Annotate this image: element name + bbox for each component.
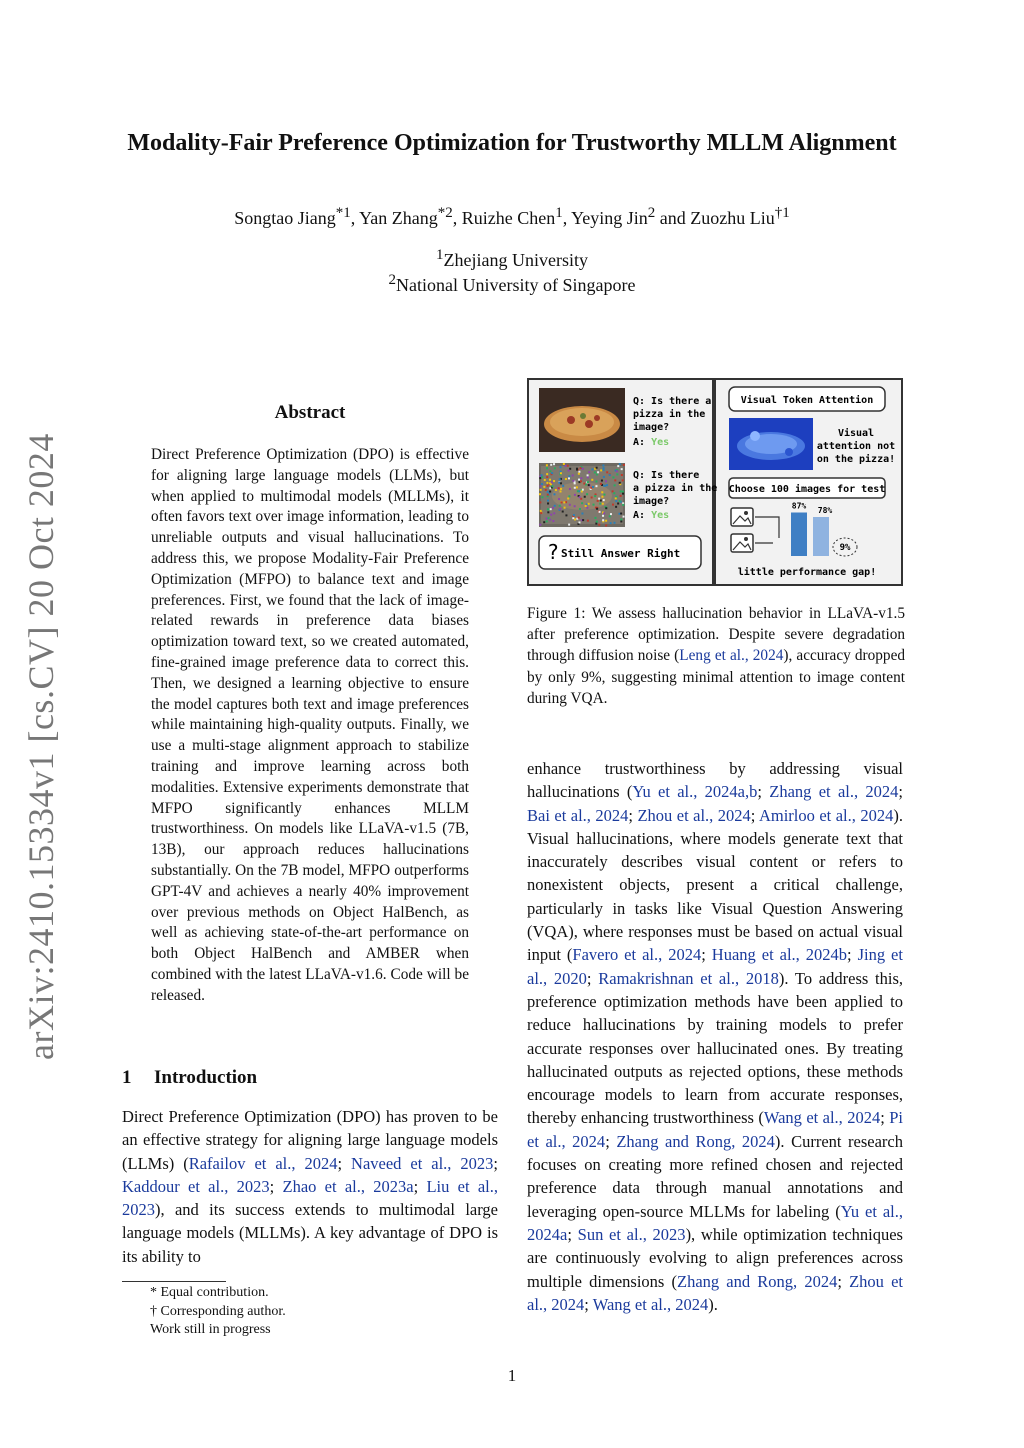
noise-pixel: [547, 500, 549, 502]
author-name: Ruizhe Chen: [461, 208, 556, 228]
noise-pixel: [586, 507, 588, 509]
footnote-rule: [122, 1281, 226, 1282]
noise-pixel: [583, 483, 585, 485]
affiliation-1: [0, 247, 1024, 271]
question-mark-icon: ?: [547, 540, 560, 564]
noise-pixel: [553, 463, 555, 465]
noise-pixel: [597, 500, 599, 502]
noise-pixel: [549, 482, 551, 484]
noise-pixel: [615, 497, 617, 499]
noise-pixel: [587, 520, 589, 522]
pizza-image: [539, 388, 625, 452]
noise-pixel: [559, 490, 561, 492]
citation-link[interactable]: Yu et al., 2024a,b: [632, 782, 758, 802]
noise-pixel: [574, 505, 576, 507]
citation-link[interactable]: Zhao et al., 2023a: [282, 1176, 414, 1196]
noise-pixel: [547, 511, 549, 513]
noise-pixel: [547, 485, 549, 487]
noise-pixel: [560, 482, 562, 484]
noise-pixel: [541, 476, 543, 478]
citation-link[interactable]: Liu et al., 2023: [122, 1176, 498, 1220]
paper-title: Modality-Fair Preference Optimization for Trustworthy MLLM Alignment: [127, 130, 897, 156]
noise-pixel: [555, 489, 557, 491]
noise-pixel: [546, 517, 548, 519]
noise-pixel: [595, 523, 597, 525]
noise-pixel: [609, 515, 611, 517]
noise-pixel: [578, 490, 580, 492]
noise-pixel: [605, 520, 607, 522]
noise-pixel: [569, 504, 571, 506]
noise-pixel: [547, 491, 549, 493]
question-2-line-3: image?: [633, 496, 670, 507]
affiliation-name: Zhejiang University: [443, 250, 588, 270]
noise-pixel: [550, 464, 552, 466]
noise-pixel: [562, 511, 564, 513]
noise-pixel: [598, 524, 600, 526]
noise-pixel: [541, 483, 543, 485]
noise-pixel: [612, 490, 614, 492]
noise-pixel: [580, 480, 582, 482]
noise-pixel: [539, 524, 541, 526]
noise-pixel: [600, 499, 602, 501]
noise-pixel: [576, 486, 578, 488]
noise-pixel: [578, 517, 580, 519]
noise-pixel: [603, 467, 605, 469]
author-name: Zuozhu Liu: [690, 208, 775, 228]
affiliation-2: [0, 272, 1024, 296]
noise-pixel: [543, 521, 545, 523]
noise-pixel: [620, 520, 622, 522]
noise-pixel: [598, 498, 600, 500]
noise-pixel: [553, 480, 555, 482]
noise-pixel: [619, 463, 621, 465]
noise-pixel: [614, 479, 616, 481]
noise-pixel: [588, 484, 590, 486]
question-2-line-2: a pizza in the: [633, 483, 718, 494]
answer-label: A:: [633, 437, 646, 448]
noise-pixel: [546, 473, 548, 475]
noise-pixel: [588, 471, 590, 473]
noise-pixel: [602, 515, 604, 517]
noise-pixel: [549, 491, 551, 493]
noise-pixel: [572, 480, 574, 482]
noise-pixel: [547, 494, 549, 496]
noise-pixel: [568, 469, 570, 471]
noise-pixel: [621, 474, 623, 476]
author-name: Yan Zhang: [359, 208, 438, 228]
noise-pixel: [587, 474, 589, 476]
noise-pixel: [621, 468, 623, 470]
noise-pixel: [567, 497, 569, 499]
noise-pixel: [599, 503, 601, 505]
author-sup: 2: [647, 205, 656, 221]
author-name: Yeying Jin: [571, 208, 648, 228]
section-number: 1: [122, 1067, 132, 1088]
noise-pixel: [602, 465, 604, 467]
noise-pixel: [540, 510, 542, 512]
noise-pixel: [582, 489, 584, 491]
citation-link[interactable]: Bai et al., 2024: [527, 805, 629, 825]
noise-pixel: [605, 480, 607, 482]
citation-link[interactable]: Zhou et al., 2024: [637, 805, 751, 825]
citation-link[interactable]: Zhang and Rong, 2024: [676, 1271, 838, 1291]
noise-pixel: [578, 521, 580, 523]
noise-pixel: [590, 487, 592, 489]
noise-pixel: [587, 481, 589, 483]
noise-pixel: [563, 501, 565, 503]
noise-pixel: [565, 465, 567, 467]
affiliation-sup: 2: [388, 272, 397, 288]
noise-pixel: [606, 484, 608, 486]
noise-pixel: [572, 517, 574, 519]
affiliation-sup: 1: [436, 247, 444, 263]
noise-pixel: [578, 471, 580, 473]
performance-gap-label: little performance gap!: [737, 567, 877, 578]
noise-pixel: [603, 469, 605, 471]
answer-2: [633, 510, 669, 521]
noise-pixel: [596, 521, 598, 523]
affiliation-name: National University of Singapore: [396, 275, 636, 295]
noise-pixel: [540, 485, 542, 487]
noise-pixel: [610, 513, 612, 515]
author-sup: *1: [335, 205, 351, 221]
noise-pixel: [579, 496, 581, 498]
noise-pixel: [546, 464, 548, 466]
noise-pixel: [545, 489, 547, 491]
noise-pixel: [585, 505, 587, 507]
noise-pixel: [549, 470, 551, 472]
footnote-progress: Work still in progress: [150, 1322, 271, 1337]
gap-label: 9%: [839, 543, 851, 553]
noise-pixel: [551, 485, 553, 487]
footnote-corresponding: † Corresponding author.: [150, 1303, 286, 1319]
still-answer-label: Still Answer Right: [561, 547, 681, 560]
noise-pixel: [541, 496, 543, 498]
noise-pixel: [620, 490, 622, 492]
token-attention-label: Visual Token Attention: [740, 395, 874, 406]
noise-pixel: [578, 479, 580, 481]
page-number: 1: [507, 1366, 517, 1385]
answer-1: [633, 437, 669, 448]
noise-pixel: [574, 487, 576, 489]
noise-pixel: [602, 503, 604, 505]
noise-pixel: [578, 473, 580, 475]
author-sup: 1: [555, 205, 563, 221]
noise-pixel: [603, 476, 605, 478]
noise-pixel: [559, 478, 561, 480]
noise-pixel: [558, 482, 560, 484]
noise-pixel: [550, 514, 552, 516]
noise-pixel: [603, 512, 605, 514]
noise-pixel: [546, 467, 548, 469]
noise-pixel: [587, 476, 589, 478]
noise-pixel: [602, 519, 604, 521]
citation-link[interactable]: Wang et al., 2024: [592, 1294, 709, 1314]
noise-pixel: [603, 485, 605, 487]
arxiv-stamp: arXiv:2410.15334v1 [cs.CV] 20 Oct 2024: [21, 433, 61, 1060]
question-1-line-3: image?: [633, 422, 670, 433]
citation-link[interactable]: Naveed et al., 2023: [351, 1153, 494, 1173]
section-title: Introduction: [154, 1067, 258, 1088]
noise-pixel: [560, 488, 562, 490]
noise-pixel: [546, 482, 548, 484]
noise-pixel: [615, 500, 617, 502]
noise-pixel: [601, 480, 603, 482]
noise-pixel: [620, 518, 622, 520]
noise-pixel: [617, 503, 619, 505]
noise-pixel: [603, 499, 605, 501]
noise-pixel: [601, 491, 603, 493]
noise-pixel: [547, 508, 549, 510]
noise-pixel: [574, 518, 576, 520]
noise-pixel: [622, 504, 624, 506]
noise-pixel: [544, 479, 546, 481]
footnotes: [150, 1284, 286, 1340]
citation-link[interactable]: Sun et al., 2023: [577, 1224, 686, 1244]
noise-pixel: [593, 504, 595, 506]
citation-link[interactable]: Zhang and Rong, 2024: [616, 1131, 775, 1151]
citation-link[interactable]: Wang et al., 2024: [763, 1108, 881, 1128]
noise-pixel: [613, 522, 615, 524]
attention-map-image: [729, 418, 813, 470]
figure-1: [527, 378, 903, 586]
abstract-heading: Abstract: [274, 402, 346, 423]
noise-pixel: [568, 475, 570, 477]
noise-pixel: [562, 485, 564, 487]
author-sup: †1: [774, 205, 790, 221]
performance-bar: [791, 513, 807, 557]
noise-pixel: [546, 520, 548, 522]
noise-pixel: [613, 492, 615, 494]
noise-pixel: [588, 503, 590, 505]
noise-pixel: [574, 482, 576, 484]
question-1-line-1: Q: Is there a: [633, 396, 712, 407]
noise-pixel: [597, 471, 599, 473]
citation-link[interactable]: Zhou et al., 2024: [527, 1271, 903, 1314]
noise-pixel: [603, 494, 605, 496]
noise-pixel: [581, 513, 583, 515]
noise-pixel: [551, 481, 553, 483]
noise-pixel: [612, 504, 614, 506]
noise-pixel: [567, 465, 569, 467]
noise-pixel: [540, 489, 542, 491]
noise-pixel: [586, 493, 588, 495]
noise-pixel: [599, 511, 601, 513]
bar-value-label: 87%: [791, 501, 807, 511]
citation-link[interactable]: Rafailov et al., 2024: [188, 1153, 338, 1173]
footnote-equal: * Equal contribution.: [150, 1285, 269, 1300]
noise-pixel: [554, 467, 556, 469]
noise-pixel: [550, 508, 552, 510]
noise-pixel: [553, 512, 555, 514]
image-icon: [731, 534, 753, 552]
noise-pixel: [539, 493, 541, 495]
noise-pixel: [616, 470, 618, 472]
citation-link[interactable]: Zhang et al., 2024: [769, 782, 899, 802]
noise-pixel: [564, 507, 566, 509]
noise-pixel: [616, 473, 618, 475]
noise-pixel: [569, 488, 571, 490]
noise-pixel: [592, 486, 594, 488]
citation-link[interactable]: Jing et al., 2020: [527, 945, 903, 988]
citation-link[interactable]: Huang et al., 2024b: [711, 945, 848, 965]
noise-pixel: [594, 471, 596, 473]
noise-pixel: [584, 496, 586, 498]
citation-link[interactable]: Yu et al., 2024a: [527, 1201, 903, 1244]
body-paragraph-right: enhance trustworthiness by addressing visual hallucinations (Yu et al., 2024a,b; Zhang et al., 2024; Bai et al., 2024; Zhou et al., 2024; Amirloo et al., 2024). Visual hallucinations, where models generate text that inaccurately describes visual content or refers to nonexistent objects, present a critical challenge, particularly in tasks like Visual Question Answering (VQA), where responses must be based on actual visual input (Favero et al., 2024; Huang et al., 2024b; Jing et al., 2020; Ramakrishnan et al., 2018). To address this, preference optimization methods have been applied to reduce hallucinations by training models to prefer accurate responses over hallucinated ones. By treating hallucinated outputs as rejected options, these methods encourage models to learn from accurate responses, thereby enhancing trustworthiness (Wang et al., 2024; Pi et al., 2024; Zhang and Rong, 2024). Current research focuses on creating more refined chosen and rejected preference data through manual annotations and leveraging open-source MLLMs for labeling (Yu et al., 2024a; Sun et al., 2023), while optimization techniques are continuously evolving to align preferences across multiple dimensions (Zhang and Rong, 2024; Zhou et al., 2024; Wang et al., 2024).: [527, 759, 904, 1314]
noise-pixel: [605, 507, 607, 509]
noise-pixel: [600, 469, 602, 471]
noise-pixel: [619, 482, 621, 484]
noise-pixel: [591, 479, 593, 481]
noise-pixel: [594, 495, 596, 497]
noise-pixel: [595, 480, 597, 482]
noise-pixel: [580, 467, 582, 469]
author-list: Songtao Jiang$^{*1}$, Yan Zhang$^{*2}$, Ruizhe Chen$^1$, Yeying Jin$^2$ and Zuozhu Liu$^{\dagger 1}$: [234, 205, 790, 228]
author-sup: *2: [437, 205, 453, 221]
noise-pixel: [600, 483, 602, 485]
noise-pixel: [610, 522, 612, 524]
noise-pixel: [554, 505, 556, 507]
noise-pixel: [559, 505, 561, 507]
noise-pixel: [606, 471, 608, 473]
citation-link[interactable]: Ramakrishnan et al., 2018: [598, 968, 779, 988]
noise-pixel: [622, 479, 624, 481]
noise-pixel: [569, 468, 571, 470]
noise-pixel: [622, 491, 624, 493]
answer-yes: Yes: [651, 437, 670, 448]
noise-pixel: [619, 500, 621, 502]
noise-pixel: [620, 495, 622, 497]
noise-pixel: [623, 516, 625, 518]
noise-pixel: [620, 513, 622, 515]
image-icon: [731, 508, 753, 526]
question-1-line-2: pizza in the: [633, 409, 706, 420]
noise-pixel: [594, 517, 596, 519]
noise-pixel: [540, 512, 542, 514]
figure-caption: Figure 1: We assess hallucination behavior in LLaVA-v1.5 after preference optimization. Despite severe degradation through diffusion noise (Leng et al., 2024), accuracy dropped by only 9%, suggesting minimal attention to image content during VQA.: [527, 605, 906, 707]
citation-link[interactable]: Leng et al., 2024: [679, 647, 784, 665]
noise-pixel: [580, 477, 582, 479]
noise-pixel: [591, 497, 593, 499]
noise-pixel: [568, 524, 570, 526]
citation-link[interactable]: Amirloo et al., 2024: [758, 805, 894, 825]
noise-pixel: [622, 493, 624, 495]
figure-1-svg: [527, 378, 903, 586]
noise-pixel: [559, 508, 561, 510]
noise-pixel: [576, 468, 578, 470]
noise-pixel: [568, 495, 570, 497]
performance-bar: [813, 517, 829, 556]
noise-pixel: [558, 498, 560, 500]
noise-pixel: [615, 506, 617, 508]
noise-pixel: [623, 464, 625, 466]
choose-images-label: Choose 100 images for test: [728, 484, 886, 495]
section-heading: [122, 1067, 257, 1089]
citation-link[interactable]: Favero et al., 2024: [572, 945, 702, 965]
noise-pixel: [539, 501, 541, 503]
noise-pixel: [552, 520, 554, 522]
noise-pixel: [579, 508, 581, 510]
visual-attention-line-2: attention not: [816, 441, 896, 452]
noise-pixel: [553, 493, 555, 495]
noise-pixel: [609, 474, 611, 476]
noise-pixel: [582, 519, 584, 521]
noise-pixel: [547, 502, 549, 504]
noise-pixel: [551, 472, 553, 474]
noise-pixel: [549, 479, 551, 481]
noise-pixel: [596, 508, 598, 510]
noise-pixel: [612, 476, 614, 478]
noise-pixel: [561, 501, 563, 503]
noise-pixel: [582, 468, 584, 470]
noise-pixel: [548, 517, 550, 519]
noise-pixel: [565, 478, 567, 480]
noise-pixel: [572, 474, 574, 476]
citation-link[interactable]: Kaddour et al., 2023: [122, 1176, 270, 1196]
noise-pixel: [614, 484, 616, 486]
noise-pixel: [601, 496, 603, 498]
noise-pixel: [596, 467, 598, 469]
noise-pixel: [546, 476, 548, 478]
noise-pixel: [539, 477, 541, 479]
noise-pixel: [591, 468, 593, 470]
visual-attention-line-3: on the pizza!: [816, 454, 896, 465]
introduction-paragraph: Direct Preference Optimization (DPO) has proven to be an effective strategy for aligning large language models (LLMs) (Rafailov et al., 2024; Naveed et al., 2023; Kaddour et al., 2023; Zhao et al., 2023a; Liu et al., 2023), and its success extends to multimodal large language models (MLLMs). A key advantage of DPO is its ability to: [122, 1107, 498, 1266]
answer-yes: Yes: [651, 510, 670, 521]
noise-pixel: [617, 465, 619, 467]
visual-attention-line-1: Visual: [837, 428, 875, 439]
noise-pixel: [543, 486, 545, 488]
citation-link[interactable]: Pi et al., 2024: [527, 1108, 903, 1151]
answer-label: A:: [633, 510, 646, 521]
noise-pixel: [605, 524, 607, 526]
bar-value-label: 78%: [817, 506, 833, 515]
abstract-text: Direct Preference Optimization (DPO) is effective for aligning large language models (LLMs), but when applied to multimodal models (MLLMs), it often favors text over image information, leading to unreliable outputs and visual hallucinations. To address this, we propose Modality-Fair Preference Optimization (MFPO) to balance text and image preferences. First, we found that the lack of image-related rewards in preference data biases optimization toward text, so we created automated, fine-grained image preference data to correct this. Then, we designed a learning objective to ensure the model captures both text and image preferences while maintaining high-quality outputs. Finally, we use a multi-stage alignment approach to stabilize training and improve learning across both modalities. Extensive experiments demonstrate that MFPO significantly enhances MLLM trustworthiness. On models like LLaVA-v1.5 (7B, 13B), our approach reduces hallucinations substantially. On the 7B model, MFPO outperforms GPT-4V and achieves a nearly 40% improvement over previous methods on Object HalBench, as well as achieving state-of-the-art performance on both Object HalBench and AMBER when combined with the latest LLaVA-v1.6. Code will be released.: [151, 446, 469, 1004]
noise-pixel: [560, 472, 562, 474]
noise-pixel: [559, 466, 561, 468]
noise-pixel: [574, 494, 576, 496]
noise-pixel: [568, 477, 570, 479]
noise-pixel: [581, 490, 583, 492]
noise-pixel: [563, 463, 565, 465]
noise-pixel: [581, 502, 583, 504]
author-name: Songtao Jiang: [234, 208, 336, 228]
noise-pixel: [595, 485, 597, 487]
noise-pixel: [565, 514, 567, 516]
question-2-line-1: Q: Is there: [633, 470, 700, 481]
noise-pixel: [573, 514, 575, 516]
noise-pixel: [596, 473, 598, 475]
noise-pixel: [558, 487, 560, 489]
noise-pixel: [552, 507, 554, 509]
